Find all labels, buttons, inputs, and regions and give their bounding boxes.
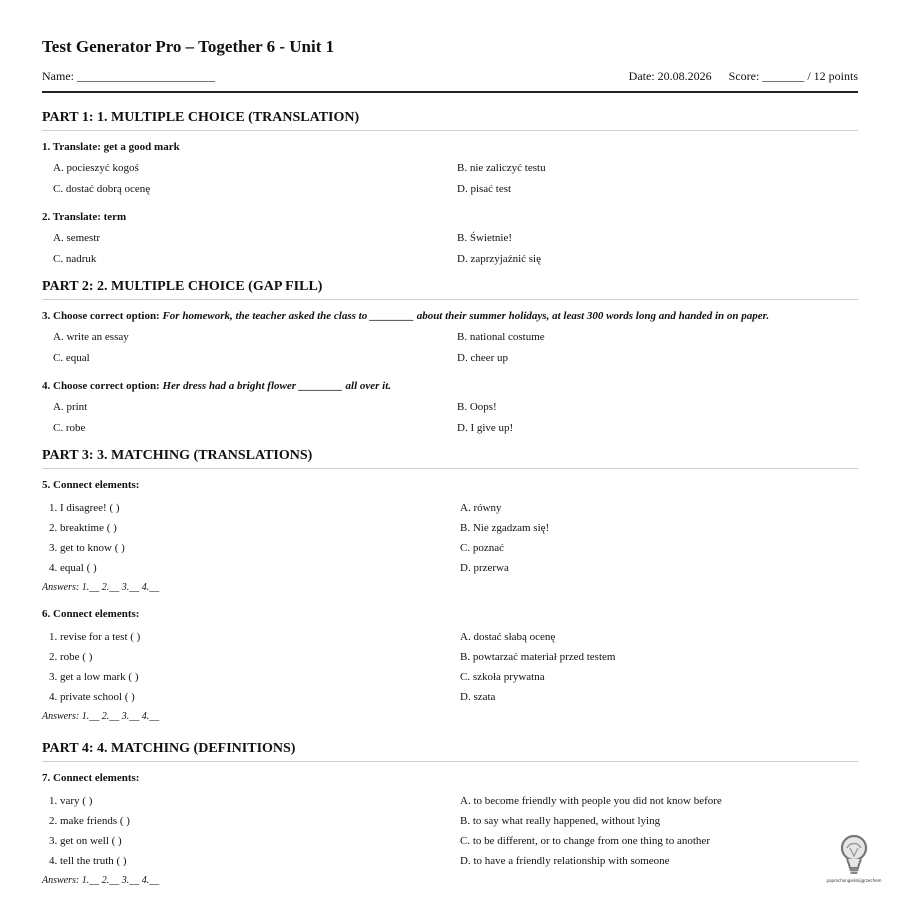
logo-text: paprochangielskijgrzechem bbox=[826, 878, 882, 883]
match-left-item: 2. robe ( ) bbox=[49, 651, 93, 663]
question-6 bbox=[42, 607, 858, 621]
option-a: A. write an essay bbox=[53, 331, 129, 343]
match-right-item: C. szkoła prywatna bbox=[460, 671, 545, 683]
option-b: B. nie zaliczyć testu bbox=[457, 162, 546, 174]
question-5-label: 5. Connect elements: bbox=[42, 479, 140, 491]
option-a: A. semestr bbox=[53, 232, 101, 244]
match-left-item: 3. get on well ( ) bbox=[49, 835, 122, 847]
match-left-item: 3. get a low mark ( ) bbox=[49, 671, 139, 683]
question-2 bbox=[42, 210, 858, 224]
option-d: D. pisać test bbox=[457, 183, 512, 195]
option-d: D. zaprzyjaźnić się bbox=[457, 253, 541, 265]
match-right-item: A. dostać słabą ocenę bbox=[460, 631, 556, 643]
question-1-label: 1. Translate: get a good mark bbox=[42, 141, 180, 153]
match-right-item: B. powtarzać materiał przed testem bbox=[460, 651, 616, 663]
question-5-matching bbox=[42, 501, 858, 581]
answers-line: Answers: 1.__ 2.__ 3.__ 4.__ bbox=[42, 582, 160, 593]
name-field-label: Name: _______________________ bbox=[42, 69, 215, 83]
date-label: Date: 20.08.2026 bbox=[628, 69, 712, 83]
option-c: C. nadruk bbox=[53, 253, 97, 265]
match-left-item: 3. get to know ( ) bbox=[49, 542, 125, 554]
part-1-title: PART 1: 1. MULTIPLE CHOICE (TRANSLATION) bbox=[42, 109, 858, 131]
question-4-label: 4. Choose correct option: bbox=[42, 380, 160, 392]
test-sheet bbox=[42, 36, 858, 887]
match-left-item: 1. I disagree! ( ) bbox=[49, 502, 120, 514]
option-d: D. I give up! bbox=[457, 422, 514, 434]
match-right-item: C. to be different, or to change from one thing to another bbox=[460, 835, 710, 847]
option-c: C. dostać dobrą ocenę bbox=[53, 183, 151, 195]
page-title: Test Generator Pro – Together 6 - Unit 1 bbox=[42, 37, 335, 56]
answers-line: Answers: 1.__ 2.__ 3.__ 4.__ bbox=[42, 875, 160, 886]
match-right-item: B. to say what really happened, without lying bbox=[460, 815, 661, 827]
score-label: Score: _______ / 12 points bbox=[728, 69, 858, 83]
match-left-item: 1. vary ( ) bbox=[49, 795, 93, 807]
question-4 bbox=[42, 379, 858, 393]
option-c: C. robe bbox=[53, 422, 86, 434]
lightbulb-logo-icon bbox=[826, 832, 882, 878]
question-4-sentence: Her dress had a bright flower ________ all over it. bbox=[162, 380, 392, 392]
question-3-label: 3. Choose correct option: bbox=[42, 310, 160, 322]
question-1 bbox=[42, 140, 858, 154]
match-left-item: 1. revise for a test ( ) bbox=[49, 631, 141, 643]
question-6-label: 6. Connect elements: bbox=[42, 608, 140, 620]
question-7 bbox=[42, 771, 858, 785]
question-3 bbox=[42, 309, 858, 323]
question-1-options bbox=[42, 161, 858, 203]
part-3-title: PART 3: 3. MATCHING (TRANSLATIONS) bbox=[42, 447, 858, 469]
question-7-matching bbox=[42, 794, 858, 874]
question-2-label: 2. Translate: term bbox=[42, 211, 127, 223]
header-info bbox=[42, 68, 858, 93]
match-right-item: A. równy bbox=[460, 502, 502, 514]
match-right-item: D. szata bbox=[460, 691, 496, 703]
brand-logo bbox=[826, 832, 882, 884]
question-3-sentence: For homework, the teacher asked the class to ________ about their summer holidays, at least 300 words long and handed in on paper. bbox=[162, 310, 770, 322]
answers-line: Answers: 1.__ 2.__ 3.__ 4.__ bbox=[42, 711, 160, 722]
option-b: B. national costume bbox=[457, 331, 545, 343]
match-right-item: D. przerwa bbox=[460, 562, 509, 574]
question-6-matching bbox=[42, 630, 858, 710]
match-right-item: D. to have a friendly relationship with someone bbox=[460, 855, 670, 867]
option-a: A. print bbox=[53, 401, 88, 413]
question-4-options bbox=[42, 400, 858, 442]
match-right-item: A. to become friendly with people you did not know before bbox=[460, 795, 722, 807]
question-7-label: 7. Connect elements: bbox=[42, 772, 140, 784]
match-right-item: B. Nie zgadzam się! bbox=[460, 522, 550, 534]
option-d: D. cheer up bbox=[457, 352, 509, 364]
option-a: A. pocieszyć kogoś bbox=[53, 162, 139, 174]
part-2-title: PART 2: 2. MULTIPLE CHOICE (GAP FILL) bbox=[42, 278, 858, 300]
match-left-item: 4. private school ( ) bbox=[49, 691, 135, 703]
question-5 bbox=[42, 478, 858, 492]
match-left-item: 4. equal ( ) bbox=[49, 562, 97, 574]
option-b: B. Oops! bbox=[457, 401, 497, 413]
match-left-item: 2. make friends ( ) bbox=[49, 815, 130, 827]
header-right bbox=[615, 68, 858, 84]
question-2-options bbox=[42, 231, 858, 273]
match-left-item: 4. tell the truth ( ) bbox=[49, 855, 127, 867]
part-4-title: PART 4: 4. MATCHING (DEFINITIONS) bbox=[42, 740, 858, 762]
match-left-item: 2. breaktime ( ) bbox=[49, 522, 117, 534]
match-right-item: C. poznać bbox=[460, 542, 504, 554]
option-b: B. Świetnie! bbox=[457, 232, 512, 244]
question-3-options bbox=[42, 330, 858, 372]
option-c: C. equal bbox=[53, 352, 90, 364]
